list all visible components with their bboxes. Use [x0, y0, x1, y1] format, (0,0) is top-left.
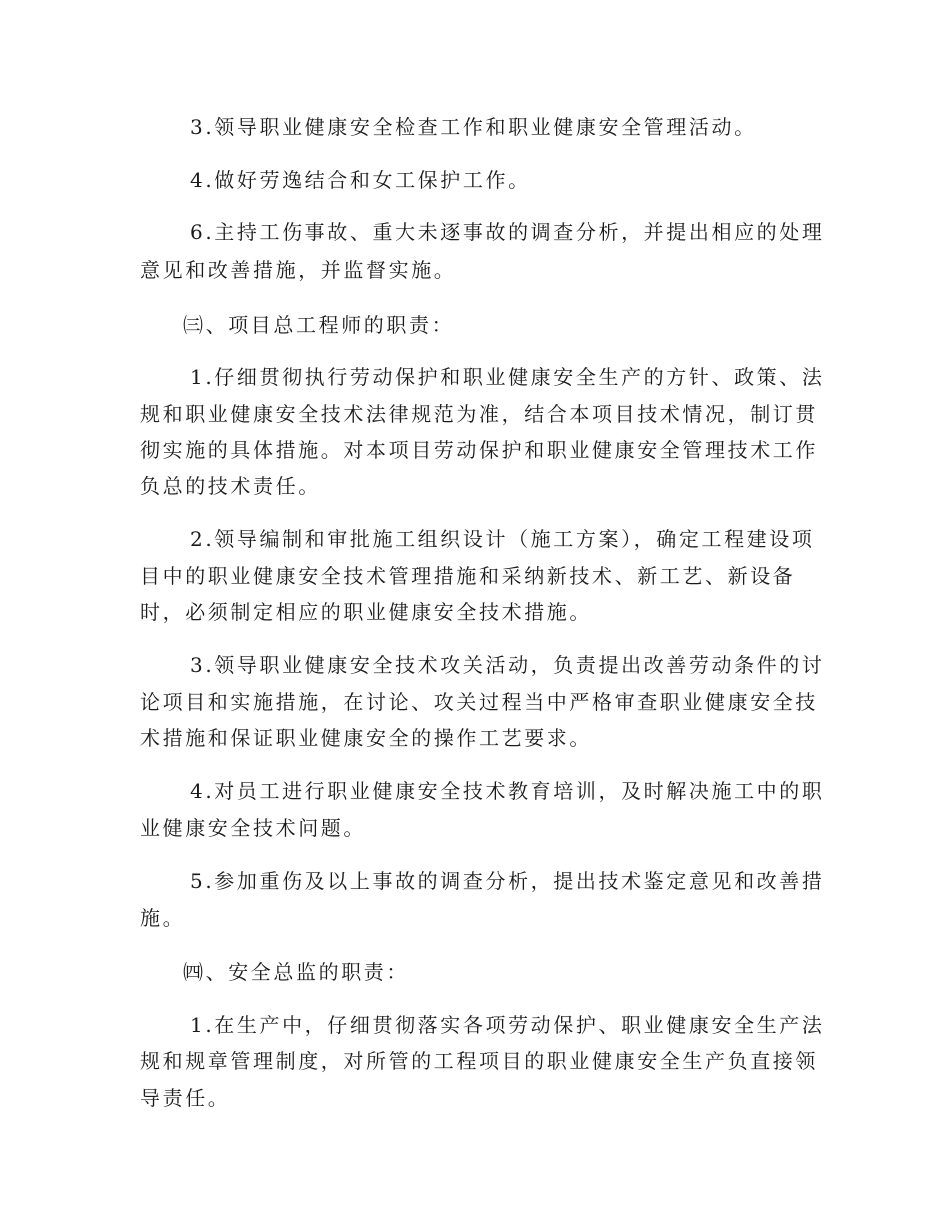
section-heading: ㈢、项目总工程师的职责： [183, 313, 455, 337]
paragraph-line: 业健康安全技术问题。 [140, 816, 366, 840]
paragraph-line: 规和规章管理制度，对所管的工程项目的职业健康安全生产负直接领 [140, 1049, 818, 1073]
paragraph-line: 负总的技术责任。 [140, 474, 321, 498]
paragraph-line: 目中的职业健康安全技术管理措施和采纳新技术、新工艺、新设备 [140, 564, 796, 588]
paragraph-line: 4.对员工进行职业健康安全技术教育培训，及时解决施工中的职 [190, 779, 825, 803]
paragraph-line: 时，必须制定相应的职业健康安全技术措施。 [140, 600, 592, 624]
paragraph-line: 3.领导职业健康安全检查工作和职业健康安全管理活动。 [190, 115, 757, 139]
paragraph-line: 1.仔细贯彻执行劳动保护和职业健康安全生产的方针、政策、法 [190, 365, 825, 389]
paragraph-line: 论项目和实施措施，在讨论、攻关过程当中严格审查职业健康安全技 [140, 690, 818, 714]
paragraph-line: 1.在生产中，仔细贯彻落实各项劳动保护、职业健康安全生产法 [190, 1013, 825, 1037]
paragraph-line: 2.领导编制和审批施工组织设计（施工方案），确定工程建设项 [190, 527, 815, 551]
paragraph-line: 6.主持工伤事故、重大未逐事故的调查分析，并提出相应的处理 [190, 220, 825, 244]
paragraph-line: 规和职业健康安全技术法律规范为准，结合本项目技术情况，制订贯 [140, 402, 818, 426]
paragraph-line: 5.参加重伤及以上事故的调查分析，提出技术鉴定意见和改善措 [190, 869, 825, 893]
paragraph-line: 彻实施的具体措施。对本项目劳动保护和职业健康安全管理技术工作 [140, 438, 818, 462]
paragraph-line: 意见和改善措施，并监督实施。 [140, 258, 457, 282]
paragraph-line: 4.做好劳逸结合和女工保护工作。 [190, 168, 531, 192]
paragraph-line: 施。 [140, 906, 186, 930]
paragraph-line: 3.领导职业健康安全技术攻关活动，负责提出改善劳动条件的讨 [190, 653, 825, 677]
section-heading: ㈣、安全总监的职责： [183, 960, 409, 984]
paragraph-line: 导责任。 [140, 1086, 231, 1110]
paragraph-line: 术措施和保证职业健康安全的操作工艺要求。 [140, 726, 592, 750]
